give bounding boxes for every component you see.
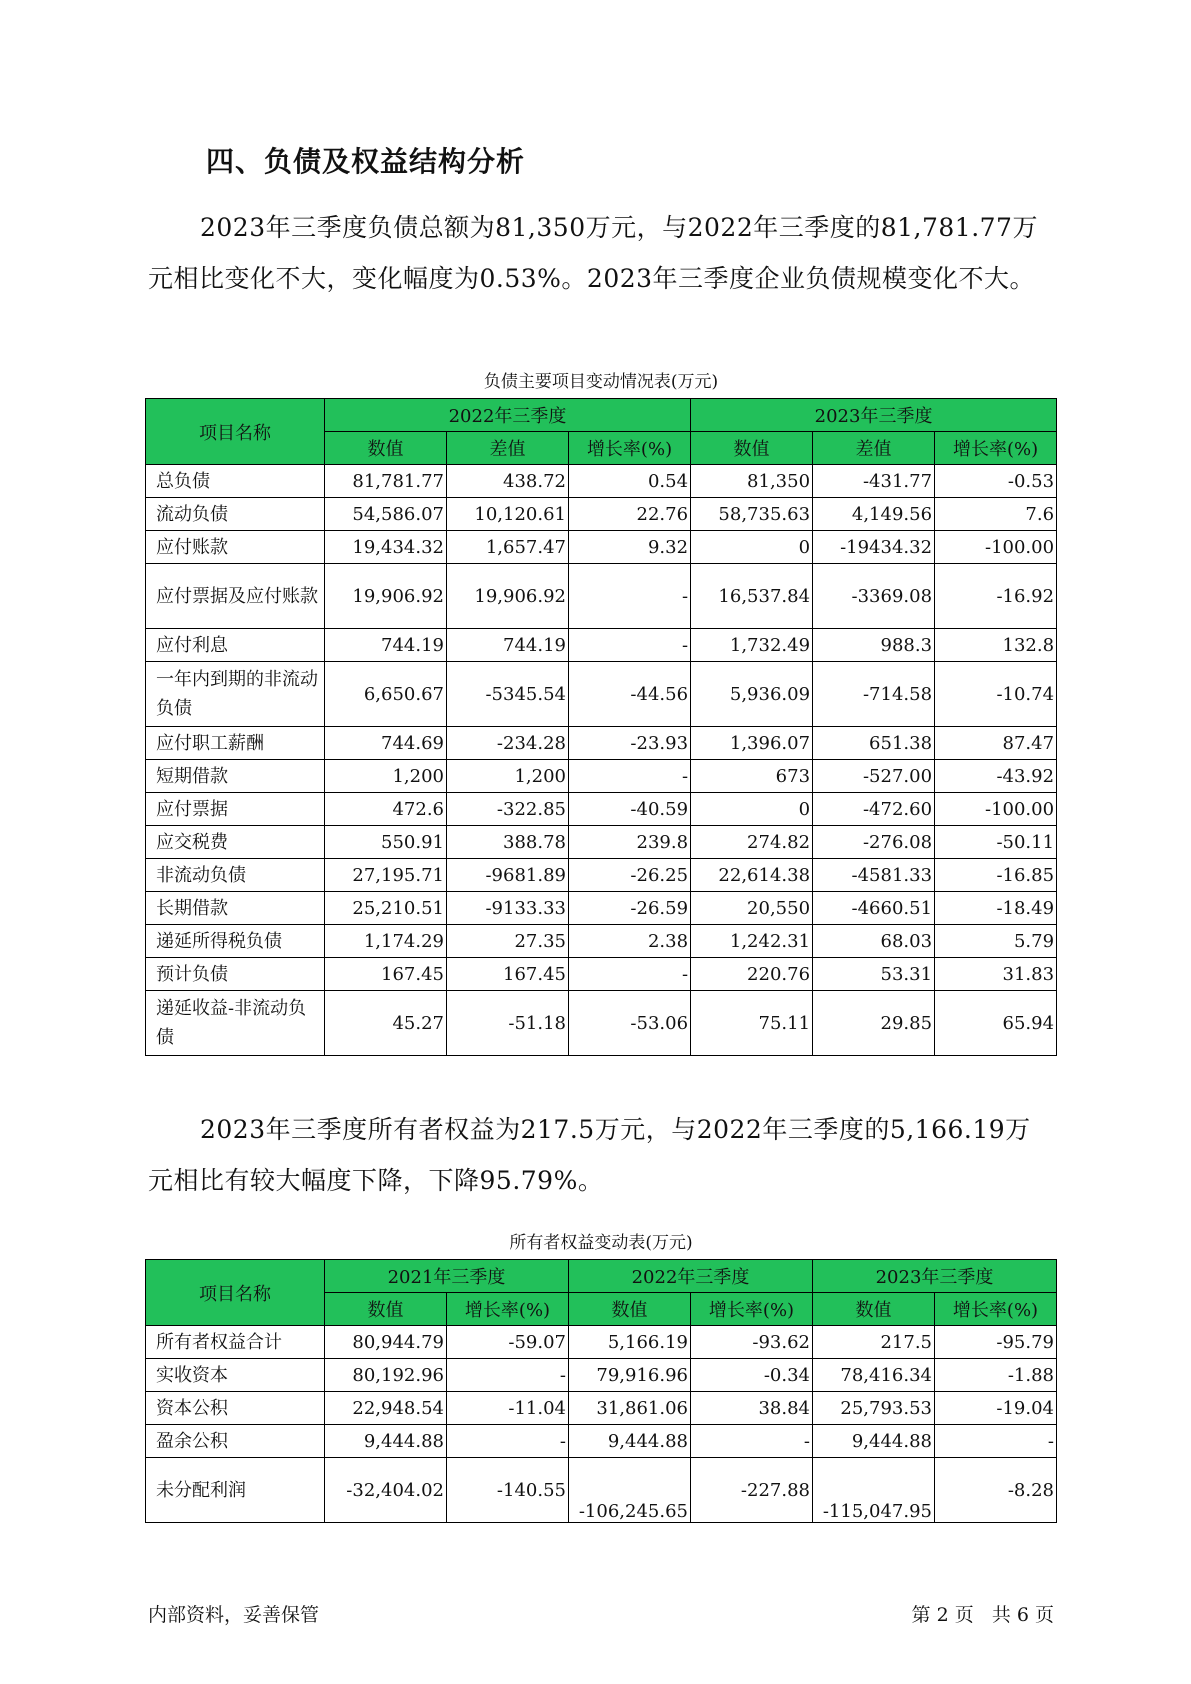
row-value-cell: 10,120.61 — [447, 498, 569, 531]
row-item-name: 盈余公积 — [146, 1425, 325, 1458]
row-value-cell: -234.28 — [447, 727, 569, 760]
header-sub: 数值 — [325, 1293, 447, 1326]
row-value-cell: -11.04 — [447, 1392, 569, 1425]
table-row — [146, 1326, 1057, 1359]
row-value-cell: 16,537.84 — [691, 564, 813, 629]
row-value-cell: 239.8 — [569, 826, 691, 859]
row-value-cell: 79,916.96 — [569, 1359, 691, 1392]
row-item-name: 应付账款 — [146, 531, 325, 564]
row-item-name: 预计负债 — [146, 958, 325, 991]
row-value-cell: 0.54 — [569, 465, 691, 498]
row-value-cell: 550.91 — [325, 826, 447, 859]
table-row — [146, 1458, 1057, 1523]
header-item-name: 项目名称 — [146, 1260, 325, 1326]
row-value-cell: 75.11 — [691, 991, 813, 1056]
equity-table-caption: 所有者权益变动表(万元) — [509, 1233, 693, 1253]
row-value-cell: -322.85 — [447, 793, 569, 826]
row-value-cell: -472.60 — [813, 793, 935, 826]
table-row — [146, 892, 1057, 925]
header-item-name: 项目名称 — [146, 399, 325, 465]
table-row — [146, 925, 1057, 958]
footer-page-number: 第 2 页 共 6 页 — [911, 1604, 1054, 1626]
row-value-cell: 1,200 — [447, 760, 569, 793]
row-value-cell: -8.28 — [935, 1458, 1057, 1523]
header-sub: 增长率(%) — [569, 432, 691, 465]
equity-summary-paragraph: 2023年三季度所有者权益为217.5万元，与2022年三季度的5,166.19万元相比有较大幅度下降，下降95.79%。 — [148, 1115, 1031, 1195]
row-item-name: 递延所得税负债 — [146, 925, 325, 958]
header-sub: 增长率(%) — [935, 1293, 1057, 1326]
table-row — [146, 859, 1057, 892]
table-row — [146, 760, 1057, 793]
row-value-cell: -50.11 — [935, 826, 1057, 859]
row-value-cell: -93.62 — [691, 1326, 813, 1359]
row-value-cell: - — [569, 958, 691, 991]
header-group-2022: 2022年三季度 — [569, 1260, 813, 1293]
row-value-cell: 167.45 — [325, 958, 447, 991]
liability-table-caption: 负债主要项目变动情况表(万元) — [483, 372, 719, 392]
row-value-cell: -26.25 — [569, 859, 691, 892]
row-item-name: 实收资本 — [146, 1359, 325, 1392]
row-value-cell: 5.79 — [935, 925, 1057, 958]
row-value-cell: -527.00 — [813, 760, 935, 793]
row-item-name: 所有者权益合计 — [146, 1326, 325, 1359]
row-item-name: 应付票据及应付账款 — [146, 564, 325, 629]
row-value-cell: -1.88 — [935, 1359, 1057, 1392]
equity-table — [145, 1259, 1057, 1523]
row-value-cell: 1,200 — [325, 760, 447, 793]
row-value-cell: 1,242.31 — [691, 925, 813, 958]
row-value-cell: 65.94 — [935, 991, 1057, 1056]
row-value-cell: 744.19 — [325, 629, 447, 662]
row-value-cell: 9.32 — [569, 531, 691, 564]
row-value-cell: -18.49 — [935, 892, 1057, 925]
header-sub: 差值 — [813, 432, 935, 465]
row-value-cell: 5,936.09 — [691, 662, 813, 727]
row-value-cell: 19,434.32 — [325, 531, 447, 564]
row-value-cell: 6,650.67 — [325, 662, 447, 727]
row-value-cell: 9,444.88 — [813, 1425, 935, 1458]
row-value-cell: - — [935, 1425, 1057, 1458]
header-sub: 增长率(%) — [935, 432, 1057, 465]
row-value-cell: -140.55 — [447, 1458, 569, 1523]
row-value-cell: -5345.54 — [447, 662, 569, 727]
row-value-cell: 5,166.19 — [569, 1326, 691, 1359]
header-sub: 数值 — [691, 432, 813, 465]
header-group-2023: 2023年三季度 — [691, 399, 1057, 432]
row-value-cell: -431.77 — [813, 465, 935, 498]
row-value-cell: 744.69 — [325, 727, 447, 760]
row-value-cell: -10.74 — [935, 662, 1057, 727]
row-value-cell: 22.76 — [569, 498, 691, 531]
header-sub: 增长率(%) — [691, 1293, 813, 1326]
row-value-cell: -100.00 — [935, 793, 1057, 826]
table-row — [146, 727, 1057, 760]
row-item-name: 长期借款 — [146, 892, 325, 925]
header-group-2023: 2023年三季度 — [813, 1260, 1057, 1293]
row-value-cell: 472.6 — [325, 793, 447, 826]
row-value-cell: 132.8 — [935, 629, 1057, 662]
table-row — [146, 564, 1057, 629]
header-sub: 差值 — [447, 432, 569, 465]
row-value-cell: 167.45 — [447, 958, 569, 991]
row-item-name: 应付利息 — [146, 629, 325, 662]
row-value-cell: -0.53 — [935, 465, 1057, 498]
row-value-cell: -276.08 — [813, 826, 935, 859]
row-value-cell: 58,735.63 — [691, 498, 813, 531]
row-value-cell: 27.35 — [447, 925, 569, 958]
row-value-cell: 19,906.92 — [325, 564, 447, 629]
row-value-cell: 22,948.54 — [325, 1392, 447, 1425]
row-value-cell: -115,047.95 — [813, 1458, 935, 1523]
row-value-cell: 81,781.77 — [325, 465, 447, 498]
row-value-cell: 31,861.06 — [569, 1392, 691, 1425]
row-value-cell: -9681.89 — [447, 859, 569, 892]
row-value-cell: -714.58 — [813, 662, 935, 727]
row-value-cell: -100.00 — [935, 531, 1057, 564]
row-item-name: 一年内到期的非流动负债 — [146, 662, 325, 727]
row-value-cell: -51.18 — [447, 991, 569, 1056]
liability-summary-paragraph: 2023年三季度负债总额为81,350万元，与2022年三季度的81,781.77万元相比变化不大，变化幅度为0.53%。2023年三季度企业负债规模变化不大。 — [148, 213, 1038, 293]
row-value-cell: 19,906.92 — [447, 564, 569, 629]
header-group-2022: 2022年三季度 — [325, 399, 691, 432]
section-heading: 四、负债及权益结构分析 — [206, 145, 526, 178]
row-value-cell: 220.76 — [691, 958, 813, 991]
row-value-cell: -19434.32 — [813, 531, 935, 564]
row-value-cell: 68.03 — [813, 925, 935, 958]
row-item-name: 应交税费 — [146, 826, 325, 859]
row-value-cell: 25,210.51 — [325, 892, 447, 925]
row-value-cell: 81,350 — [691, 465, 813, 498]
table-row — [146, 958, 1057, 991]
row-value-cell: 4,149.56 — [813, 498, 935, 531]
table-row — [146, 629, 1057, 662]
row-item-name: 流动负债 — [146, 498, 325, 531]
row-value-cell: -3369.08 — [813, 564, 935, 629]
header-group-2021: 2021年三季度 — [325, 1260, 569, 1293]
table-row — [146, 826, 1057, 859]
row-item-name: 总负债 — [146, 465, 325, 498]
row-value-cell: -32,404.02 — [325, 1458, 447, 1523]
row-item-name: 未分配利润 — [146, 1458, 325, 1523]
row-value-cell: 744.19 — [447, 629, 569, 662]
table-row — [146, 991, 1057, 1056]
row-value-cell: 38.84 — [691, 1392, 813, 1425]
footer-confidential-note: 内部资料，妥善保管 — [148, 1604, 320, 1626]
row-value-cell: - — [691, 1425, 813, 1458]
row-value-cell: 2.38 — [569, 925, 691, 958]
row-value-cell: - — [447, 1425, 569, 1458]
row-value-cell: -9133.33 — [447, 892, 569, 925]
header-sub: 数值 — [813, 1293, 935, 1326]
row-value-cell: 0 — [691, 793, 813, 826]
row-value-cell: 45.27 — [325, 991, 447, 1056]
row-value-cell: 438.72 — [447, 465, 569, 498]
row-value-cell: 9,444.88 — [325, 1425, 447, 1458]
row-value-cell: 80,944.79 — [325, 1326, 447, 1359]
row-value-cell: 80,192.96 — [325, 1359, 447, 1392]
row-value-cell: 651.38 — [813, 727, 935, 760]
row-value-cell: -95.79 — [935, 1326, 1057, 1359]
row-value-cell: -227.88 — [691, 1458, 813, 1523]
row-value-cell: 78,416.34 — [813, 1359, 935, 1392]
row-value-cell: -16.92 — [935, 564, 1057, 629]
row-value-cell: -26.59 — [569, 892, 691, 925]
table-row — [146, 793, 1057, 826]
table-row — [146, 465, 1057, 498]
row-value-cell: -23.93 — [569, 727, 691, 760]
row-value-cell: 7.6 — [935, 498, 1057, 531]
row-value-cell: 22,614.38 — [691, 859, 813, 892]
row-value-cell: - — [447, 1359, 569, 1392]
row-value-cell: 54,586.07 — [325, 498, 447, 531]
header-sub: 增长率(%) — [447, 1293, 569, 1326]
row-item-name: 非流动负债 — [146, 859, 325, 892]
row-value-cell: -19.04 — [935, 1392, 1057, 1425]
row-item-name: 资本公积 — [146, 1392, 325, 1425]
row-value-cell: 388.78 — [447, 826, 569, 859]
row-value-cell: 217.5 — [813, 1326, 935, 1359]
row-value-cell: 1,174.29 — [325, 925, 447, 958]
header-sub: 数值 — [325, 432, 447, 465]
row-item-name: 递延收益-非流动负债 — [146, 991, 325, 1056]
row-value-cell: 25,793.53 — [813, 1392, 935, 1425]
row-value-cell: - — [569, 629, 691, 662]
row-value-cell: -43.92 — [935, 760, 1057, 793]
row-value-cell: -106,245.65 — [569, 1458, 691, 1523]
liability-table — [145, 398, 1057, 1056]
row-value-cell: -40.59 — [569, 793, 691, 826]
row-item-name: 应付职工薪酬 — [146, 727, 325, 760]
row-value-cell: - — [569, 564, 691, 629]
row-value-cell: 1,657.47 — [447, 531, 569, 564]
row-value-cell: -16.85 — [935, 859, 1057, 892]
row-value-cell: -53.06 — [569, 991, 691, 1056]
table-row — [146, 531, 1057, 564]
table-row — [146, 498, 1057, 531]
row-value-cell: 87.47 — [935, 727, 1057, 760]
row-value-cell: 1,732.49 — [691, 629, 813, 662]
table-row — [146, 1392, 1057, 1425]
row-value-cell: 27,195.71 — [325, 859, 447, 892]
row-value-cell: 274.82 — [691, 826, 813, 859]
row-value-cell: 20,550 — [691, 892, 813, 925]
row-value-cell: 31.83 — [935, 958, 1057, 991]
table-row — [146, 1425, 1057, 1458]
row-value-cell: -0.34 — [691, 1359, 813, 1392]
table-row — [146, 1359, 1057, 1392]
row-value-cell: -44.56 — [569, 662, 691, 727]
row-value-cell: 673 — [691, 760, 813, 793]
table-row — [146, 662, 1057, 727]
row-value-cell: 0 — [691, 531, 813, 564]
header-sub: 数值 — [569, 1293, 691, 1326]
row-value-cell: 29.85 — [813, 991, 935, 1056]
row-value-cell: - — [569, 760, 691, 793]
row-value-cell: 988.3 — [813, 629, 935, 662]
row-value-cell: 1,396.07 — [691, 727, 813, 760]
row-value-cell: 9,444.88 — [569, 1425, 691, 1458]
row-item-name: 短期借款 — [146, 760, 325, 793]
row-item-name: 应付票据 — [146, 793, 325, 826]
row-value-cell: -4581.33 — [813, 859, 935, 892]
row-value-cell: -59.07 — [447, 1326, 569, 1359]
row-value-cell: 53.31 — [813, 958, 935, 991]
row-value-cell: -4660.51 — [813, 892, 935, 925]
